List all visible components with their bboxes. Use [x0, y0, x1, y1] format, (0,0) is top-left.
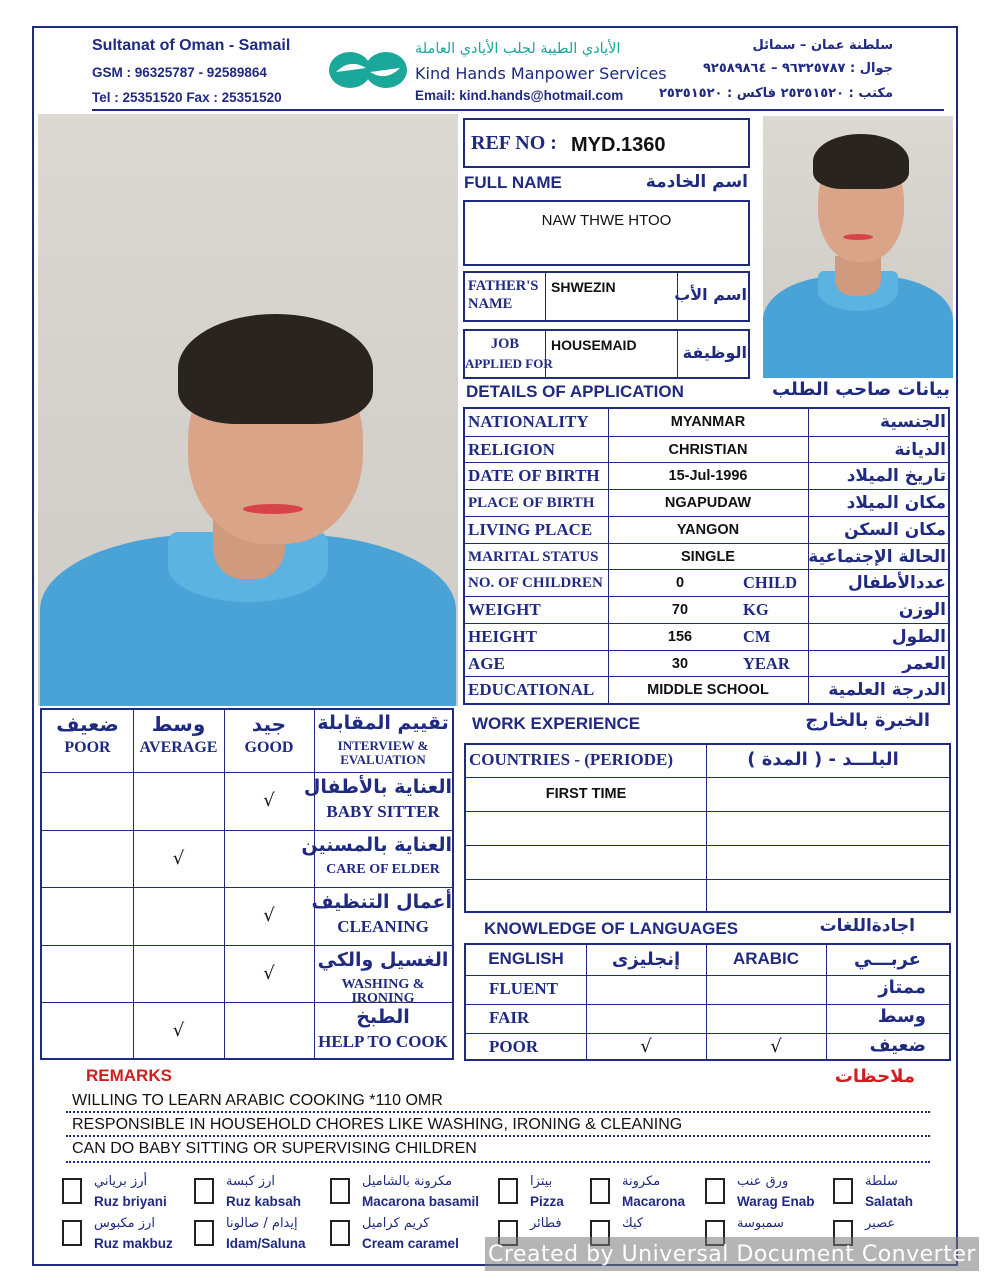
- father-label-1: FATHER'S: [468, 278, 539, 294]
- languages-title-ar: اجادةاللغات: [819, 916, 915, 936]
- detail-divider: [608, 651, 609, 678]
- job-box: [463, 329, 750, 379]
- father-label-2: NAME: [468, 296, 513, 312]
- food-checkbox[interactable]: [330, 1178, 350, 1204]
- detail-label: PLACE OF BIRTH: [468, 495, 595, 512]
- detail-value: SINGLE: [681, 548, 735, 565]
- details-title-ar: بيانات صاحب الطلب: [771, 379, 950, 400]
- food-name-en: Ruz briyani: [94, 1194, 167, 1209]
- eval-skill-ar: الغسيل والكي: [317, 948, 449, 971]
- detail-value: 156: [667, 628, 693, 645]
- food-name-ar: مكرونة: [622, 1174, 661, 1189]
- food-name-en: Ruz makbuz: [94, 1236, 173, 1251]
- detail-label-ar: عددالأطفال: [847, 573, 946, 594]
- lang-english-mark: √: [640, 1036, 652, 1057]
- detail-unit: CHILD: [743, 573, 798, 593]
- eval-header-en: POOR: [64, 739, 111, 756]
- header-mobile-ar: جوال : ٩٦٣٢٥٧٨٧ – ٩٢٥٨٩٨٦٤: [702, 61, 893, 76]
- lang-level-ar: ممتاز: [878, 977, 926, 998]
- food-item[interactable]: [194, 1174, 344, 1214]
- food-name-ar: فطائر: [530, 1216, 562, 1231]
- food-item[interactable]: [62, 1174, 212, 1214]
- father-label-ar: اسم الأب: [674, 285, 747, 304]
- food-name-en: Cream caramel: [362, 1236, 459, 1251]
- eval-skill-en: HELP TO COOK: [318, 1032, 448, 1052]
- food-name-ar: بيتزا: [530, 1174, 553, 1189]
- detail-row: [465, 676, 948, 704]
- detail-label: LIVING PLACE: [468, 519, 593, 539]
- remark-divider-2: [66, 1135, 930, 1137]
- job-label-ar: الوظيفة: [682, 343, 747, 362]
- header-tel: Tel : 25351520 Fax : 25351520: [92, 90, 282, 105]
- detail-label-ar: مكان الميلاد: [846, 493, 946, 514]
- detail-unit: KG: [743, 600, 769, 620]
- eval-header-en: GOOD: [244, 739, 294, 756]
- detail-divider: [608, 624, 609, 651]
- detail-divider: [808, 517, 809, 544]
- detail-label-ar: مكان السكن: [844, 519, 946, 540]
- detail-label: HEIGHT: [468, 626, 537, 646]
- work-title: WORK EXPERIENCE: [472, 714, 641, 733]
- father-value: SHWEZIN: [551, 279, 616, 295]
- work-title-ar: الخبرة بالخارج: [805, 710, 930, 731]
- father-label: [465, 277, 538, 313]
- languages-title: KNOWLEDGE OF LANGUAGES: [484, 919, 739, 938]
- remark-line-3: CAN DO BABY SITTING OR SUPERVISING CHILDREN: [72, 1140, 477, 1157]
- lang-row-divider: [466, 1033, 949, 1034]
- header-divider: [92, 109, 944, 111]
- eval-skill-en: WASHING & IRONING: [341, 976, 425, 1006]
- remark-divider-3: [66, 1161, 930, 1163]
- food-name-ar: ارز كبسة: [226, 1174, 275, 1189]
- lang-row-divider: [466, 1004, 949, 1005]
- detail-row: [465, 409, 948, 436]
- work-table: [464, 743, 951, 913]
- job-label: [465, 334, 553, 374]
- food-name-ar: مكرونة بالشاميل: [362, 1174, 453, 1189]
- detail-label-ar: الحالة الإجتماعية: [808, 546, 946, 567]
- eval-row-divider: [42, 887, 452, 888]
- detail-row: [465, 623, 948, 651]
- work-header-en: COUNTRIES - (PERIODE): [469, 750, 674, 769]
- food-name-en: Warag Enab: [737, 1194, 815, 1209]
- food-item[interactable]: [330, 1216, 480, 1256]
- eval-skill-ar: العناية بالأطفال: [303, 776, 452, 798]
- full-name-value: NAW THWE HTOO: [541, 212, 672, 229]
- eval-col-divider: [133, 710, 134, 1058]
- food-checkbox[interactable]: [705, 1178, 725, 1204]
- lang-row-divider: [466, 975, 949, 976]
- food-checkbox[interactable]: [330, 1220, 350, 1246]
- remarks-title: REMARKS: [86, 1066, 172, 1085]
- header-location-ar: سلطنة عمان – سمائل: [752, 38, 893, 53]
- food-item[interactable]: [194, 1216, 344, 1256]
- father-box: [463, 271, 750, 322]
- lang-level-ar: ضعيف: [869, 1035, 926, 1056]
- detail-label: WEIGHT: [468, 600, 541, 620]
- food-checkbox[interactable]: [833, 1178, 853, 1204]
- detail-label-ar: العمر: [902, 653, 946, 674]
- lang-level-en: POOR: [489, 1037, 539, 1056]
- ref-value: MYD.1360: [571, 134, 666, 156]
- food-name-en: Macarona basamil: [362, 1194, 480, 1209]
- header-company-ar: الأيادي الطيبة لجلب الأيادي العاملة: [415, 41, 621, 57]
- details-title: DETAILS OF APPLICATION: [466, 382, 684, 401]
- detail-divider: [808, 409, 809, 436]
- detail-label: DATE OF BIRTH: [468, 466, 600, 486]
- food-item[interactable]: [62, 1216, 212, 1256]
- ref-label: REF NO :: [471, 132, 557, 154]
- detail-label-ar: تاريخ الميلاد: [846, 466, 946, 487]
- detail-label-ar: الدرجة العلمية: [828, 680, 946, 701]
- detail-value: YANGON: [676, 521, 740, 538]
- food-checkbox[interactable]: [194, 1178, 214, 1204]
- logo-hands-icon: [328, 50, 408, 90]
- work-header-ar: البلـــد - ( المدة ): [747, 749, 899, 770]
- detail-label: NATIONALITY: [468, 412, 589, 431]
- detail-label: AGE: [468, 653, 505, 673]
- food-name-en: Ruz kabsah: [226, 1194, 302, 1209]
- food-name-ar: سلطة: [865, 1174, 898, 1189]
- job-value: HOUSEMAID: [551, 337, 637, 353]
- food-checkbox[interactable]: [194, 1220, 214, 1246]
- applicant-photo-small: [763, 116, 953, 378]
- detail-label-ar: الطول: [891, 626, 946, 647]
- applicant-photo-large: [38, 114, 458, 706]
- eval-check-mark: √: [172, 1020, 185, 1042]
- food-checkbox[interactable]: [498, 1178, 518, 1204]
- eval-skill-ar: أعمال التنظيف: [311, 891, 452, 914]
- eval-row-divider: [42, 1002, 452, 1003]
- detail-value: CHRISTIAN: [668, 441, 748, 458]
- eval-check-mark: √: [263, 905, 275, 927]
- food-checkbox[interactable]: [62, 1178, 82, 1204]
- full-name-label-ar: اسم الخادمة: [645, 172, 748, 192]
- eval-row-divider: [42, 945, 452, 946]
- detail-value: 0: [675, 575, 685, 592]
- remarks-title-ar: ملاحظات: [834, 1066, 915, 1087]
- header-location: Sultanat of Oman - Samail: [92, 37, 291, 54]
- eval-check-mark: √: [172, 847, 185, 869]
- eval-skill-ar: الطبخ: [356, 1006, 410, 1029]
- work-row-divider: [466, 777, 949, 778]
- detail-label-ar: الديانة: [894, 439, 946, 460]
- food-name-en: Macarona: [622, 1194, 686, 1209]
- header-gsm: GSM : 96325787 - 92589864: [92, 65, 267, 80]
- job-label-1: JOB: [490, 336, 520, 352]
- eval-skill-en: BABY SITTER: [326, 802, 440, 821]
- eval-header-ar: وسط: [151, 712, 206, 736]
- lang-header: ENGLISH: [488, 949, 564, 968]
- eval-skill-en: CARE OF ELDER: [326, 861, 440, 877]
- detail-label: NO. OF CHILDREN: [468, 575, 603, 592]
- eval-header-ar: تقييم المقابلة: [317, 712, 449, 734]
- eval-skill-ar: العناية بالمسنين: [301, 833, 452, 856]
- evaluation-table: [40, 708, 454, 1060]
- work-row-divider: [466, 845, 949, 846]
- job-label-2: APPLIED FOR: [465, 356, 553, 371]
- detail-value: 70: [671, 602, 689, 619]
- work-row-value: FIRST TIME: [545, 786, 627, 802]
- eval-row-divider: [42, 772, 452, 773]
- detail-label-ar: الجنسية: [880, 412, 946, 432]
- detail-unit: YEAR: [743, 653, 790, 673]
- full-name-box: [463, 200, 750, 266]
- food-name-ar: ورق عنب: [737, 1174, 789, 1189]
- remark-divider-1: [66, 1111, 930, 1113]
- lang-header: إنجليزى: [611, 949, 681, 970]
- food-name-en: Salatah: [865, 1194, 914, 1209]
- detail-label: EDUCATIONAL: [468, 680, 595, 700]
- eval-header-en: AVERAGE: [139, 739, 218, 756]
- detail-divider: [808, 677, 809, 704]
- food-checkbox[interactable]: [590, 1178, 610, 1204]
- food-name-en: Idam/Saluna: [226, 1236, 306, 1251]
- food-item[interactable]: [330, 1174, 480, 1214]
- detail-unit: CM: [743, 626, 771, 646]
- detail-divider: [808, 463, 809, 490]
- food-name-ar: إيدام / صالونا: [226, 1216, 298, 1231]
- work-row-divider: [466, 811, 949, 812]
- detail-divider: [608, 570, 609, 597]
- header-email: Email: kind.hands@hotmail.com: [415, 88, 624, 103]
- detail-row: [465, 650, 948, 678]
- lang-header: ARABIC: [732, 949, 800, 968]
- remark-line-1: WILLING TO LEARN ARABIC COOKING *110 OMR: [72, 1092, 443, 1109]
- watermark-banner: Created by Universal Document Converter: [485, 1237, 979, 1271]
- food-name-ar: سمبوسة: [737, 1216, 784, 1231]
- food-item[interactable]: [833, 1174, 983, 1214]
- detail-row: [465, 516, 948, 544]
- details-table: [463, 407, 950, 705]
- eval-col-divider: [224, 710, 225, 1058]
- lang-level-ar: وسط: [877, 1006, 926, 1027]
- eval-check-mark: √: [263, 790, 275, 811]
- detail-row: [465, 462, 948, 490]
- food-name-en: Pizza: [530, 1194, 564, 1209]
- work-row-divider: [466, 879, 949, 880]
- ref-box: [463, 118, 750, 168]
- header-company-en: Kind Hands Manpower Services: [415, 64, 667, 83]
- detail-label: MARITAL STATUS: [468, 548, 599, 565]
- food-name-ar: كريم كراميل: [362, 1216, 430, 1231]
- detail-value: MIDDLE SCHOOL: [647, 682, 769, 699]
- food-checkbox[interactable]: [62, 1220, 82, 1246]
- eval-row-divider: [42, 830, 452, 831]
- eval-skill-en: CLEANING: [337, 917, 429, 937]
- food-name-ar: عصير: [865, 1216, 896, 1231]
- lang-arabic-mark: √: [770, 1036, 782, 1057]
- detail-row: [465, 596, 948, 624]
- detail-value: NGAPUDAW: [664, 495, 752, 512]
- detail-value: 30: [671, 655, 689, 672]
- food-name-ar: ارز مكبوس: [94, 1216, 155, 1231]
- detail-value: MYANMAR: [670, 414, 746, 430]
- detail-divider: [608, 597, 609, 624]
- detail-row: [465, 569, 948, 597]
- eval-header-ar: جيد: [251, 712, 287, 736]
- detail-divider: [808, 490, 809, 517]
- detail-row: [465, 436, 948, 464]
- food-name-ar: أرز برياني: [94, 1174, 148, 1189]
- lang-level-en: FLUENT: [489, 979, 558, 998]
- detail-value: 15-Jul-1996: [668, 468, 748, 485]
- remark-line-2: RESPONSIBLE IN HOUSEHOLD CHORES LIKE WASHING, IRONING & CLEANING: [72, 1116, 683, 1133]
- detail-label: RELIGION: [468, 439, 555, 459]
- work-col-divider: [706, 745, 707, 911]
- languages-table: [464, 943, 951, 1061]
- lang-level-en: FAIR: [489, 1008, 530, 1027]
- header-office-ar: مكتب : ٢٥٣٥١٥٢٠ فاكس : ٢٥٣٥١٥٢٠: [658, 86, 893, 101]
- eval-header-ar: ضعيف: [56, 712, 119, 736]
- food-name-ar: كيك: [622, 1216, 644, 1231]
- full-name-label: FULL NAME: [464, 173, 562, 192]
- lang-header: عربـــي: [854, 949, 921, 970]
- detail-row: [465, 489, 948, 517]
- detail-row: [465, 543, 948, 571]
- eval-check-mark: √: [263, 962, 275, 984]
- eval-header-en: INTERVIEW & EVALUATION: [337, 738, 429, 767]
- detail-label-ar: الوزن: [898, 600, 946, 621]
- detail-divider: [808, 437, 809, 464]
